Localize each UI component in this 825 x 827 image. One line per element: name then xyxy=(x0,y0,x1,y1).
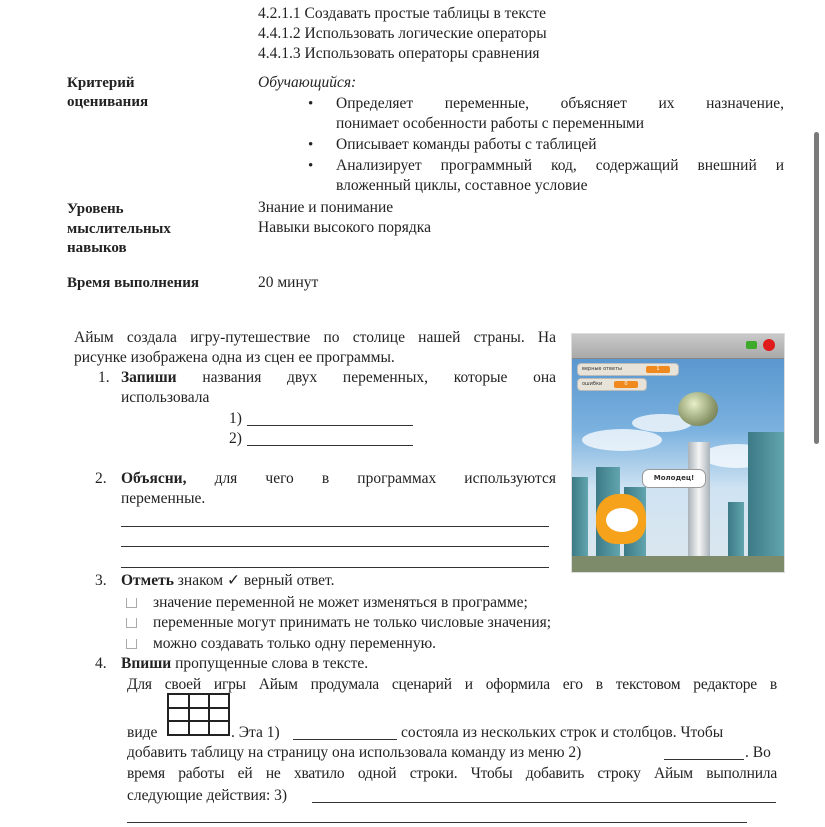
criteria-label: Критерий xyxy=(67,75,135,91)
ground xyxy=(572,556,784,572)
level-label-2: мыслительных xyxy=(67,221,171,237)
level-label-3: навыков xyxy=(67,240,127,256)
q3-option-1-label: значение переменной не может изменяться в программе; xyxy=(153,594,528,611)
level-label: Уровень xyxy=(67,201,124,217)
q4-text-line-2b: . Эта 1) xyxy=(231,724,280,741)
criteria-item-3-cont: вложенный циклы, составное условие xyxy=(336,177,588,194)
q1-answer-2[interactable] xyxy=(247,445,413,446)
q3-option-3-label: можно создавать только одну переменную. xyxy=(153,635,437,652)
q3-verb: Отметь xyxy=(121,572,174,589)
q3-option-1[interactable] xyxy=(126,593,528,613)
monitor-label: верные ответы xyxy=(582,366,622,372)
table-icon xyxy=(167,693,230,736)
monitor-correct-answers xyxy=(577,363,679,376)
building xyxy=(748,432,784,572)
q4-line xyxy=(121,654,368,674)
scratch-cat-sprite xyxy=(596,494,646,544)
q4-blank-2[interactable] xyxy=(664,759,744,760)
q4-blank-1[interactable] xyxy=(293,739,397,740)
stage-toolbar xyxy=(572,334,784,359)
time-value: 20 минут xyxy=(258,274,319,291)
monitor-label: ошибки xyxy=(582,381,603,387)
baiterek-tower xyxy=(688,442,710,572)
q4-blank-3-cont[interactable] xyxy=(127,822,747,823)
q1-text: названия двух переменных, которые она xyxy=(202,369,556,386)
stop-icon[interactable] xyxy=(763,339,775,351)
q3-option-2[interactable] xyxy=(126,613,551,633)
intro-line-1: Айым создала игру-путешествие по столице нашей страны. На xyxy=(74,329,556,346)
q2-number: 2. xyxy=(95,470,107,487)
q1-verb: Запиши xyxy=(121,369,177,386)
q4-text: пропущенные слова в тексте. xyxy=(175,655,369,672)
q4-text-line-3a: добавить таблицу на страницу она использовала команду из меню 2) xyxy=(127,744,582,761)
q4-text-line-2c: состояла из нескольких строк и столбцов. Чтобы xyxy=(401,724,724,741)
q2-line-2: переменные. xyxy=(121,490,206,507)
q3-option-3[interactable] xyxy=(126,634,436,654)
q4-verb: Впиши xyxy=(121,655,172,672)
monitor-errors xyxy=(577,378,647,391)
green-flag-icon[interactable] xyxy=(746,341,757,349)
criteria-item-2: • Описывает команды работы с таблицей xyxy=(336,135,597,155)
criteria-item-3: • Анализирует программный код, содержащий внешний и xyxy=(336,156,784,176)
q4-text-line-5: следующие действия: 3) xyxy=(127,787,288,804)
q2-answer-line-1[interactable] xyxy=(121,526,549,527)
objective-1: 4.2.1.1 Создавать простые таблицы в тексте xyxy=(258,5,546,22)
q2-answer-line-3[interactable] xyxy=(121,567,549,568)
cloud xyxy=(582,429,662,451)
intro-line-2: рисунке изображена одна из сцен ее программы. xyxy=(74,349,395,366)
criteria-label-2: оценивания xyxy=(67,94,149,110)
time-label: Время выполнения xyxy=(67,275,199,291)
q4-text-line-1: Для своей игры Айым продумала сценарий и оформила его в текстовом редакторе в xyxy=(127,676,777,693)
monitor-value: 1 xyxy=(646,366,670,373)
q1-line-1 xyxy=(121,368,556,388)
q1-number: 1. xyxy=(98,369,110,386)
q2-line-1 xyxy=(121,469,556,489)
monitor-value: 0 xyxy=(614,381,638,388)
scrollbar[interactable] xyxy=(814,132,819,444)
objective-2: 4.4.1.2 Использовать логические операторы xyxy=(258,25,547,42)
q3-option-2-label: переменные могут принимать не только числовые значения; xyxy=(153,614,552,631)
tower-globe xyxy=(678,392,718,426)
q2-answer-line-2[interactable] xyxy=(121,546,549,547)
q1-line-2: использовала xyxy=(121,389,210,406)
q4-number: 4. xyxy=(95,655,107,672)
q2-text: для чего в программах используются xyxy=(214,470,557,487)
q4-text-line-4: время работы ей не хватило одной строки. Чтобы добавить строку Айым выполнила xyxy=(127,765,777,782)
criteria-item-1: • Определяет переменные, объясняет их назначение, xyxy=(336,94,784,114)
q4-blank-3[interactable] xyxy=(312,802,776,803)
q4-text-line-3b: . Во xyxy=(745,744,771,761)
criteria-intro: Обучающийся: xyxy=(258,74,357,91)
q2-verb: Объясни, xyxy=(121,470,187,487)
q1-answer-1[interactable] xyxy=(247,425,413,426)
level-value-1: Знание и понимание xyxy=(258,199,394,216)
checkbox-icon[interactable] xyxy=(126,598,137,608)
q3-line xyxy=(121,571,335,591)
checkbox-icon[interactable] xyxy=(126,618,137,628)
speech-bubble: Молодец! xyxy=(642,469,706,488)
level-value-2: Навыки высокого порядка xyxy=(258,219,431,236)
scratch-stage-image xyxy=(571,333,785,573)
q3-text: знаком ✓ верный ответ. xyxy=(177,572,335,589)
q1-blank-1-label: 1) xyxy=(229,410,242,427)
q3-number: 3. xyxy=(95,572,107,589)
checkbox-icon[interactable] xyxy=(126,639,137,649)
criteria-item-1-cont: понимает особенности работы с переменными xyxy=(336,115,645,132)
objective-3: 4.4.1.3 Использовать операторы сравнения xyxy=(258,45,540,62)
q4-text-line-2a: виде xyxy=(127,724,158,741)
q1-blank-2-label: 2) xyxy=(229,430,242,447)
